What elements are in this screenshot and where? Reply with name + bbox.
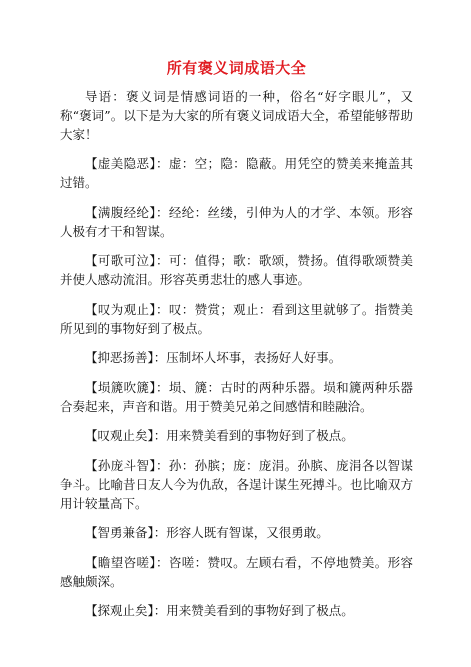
idiom-entry: 【瞻望咨嗟】：咨嗟：赞叹。左顾右看，不停地赞美。形容感触颇深。 bbox=[60, 554, 413, 589]
idiom-entry: 【叹观止矣】：用来赞美看到的事物好到了极点。 bbox=[85, 428, 354, 443]
idiom-entry: 【智勇兼备】：形容人既有智谋，又很勇敢。 bbox=[85, 525, 329, 540]
idiom-entry: 【满腹经纶】：经纶：丝缕，引伸为人的才学、本领。形容人极有才干和智谋。 bbox=[60, 204, 413, 239]
idiom-entry: 【孙庞斗智】：孙：孙膑；庞：庞涓。孙膑、庞涓各以智谋争斗。比喻昔日友人今为仇敌，各逞计谋生死搏斗。也比喻双方用计较量高下。 bbox=[60, 457, 413, 511]
idiom-entry: 【抑恶扬善】：压制坏人坏事，表扬好人好事。 bbox=[85, 350, 342, 365]
idiom-entry: 【可歌可泣】：可：值得；歌：歌颂，赞扬。值得歌颂赞美并使人感动流泪。形容英勇悲壮的感人事迹。 bbox=[60, 253, 413, 287]
idiom-entry: 【探观止矣】：用来赞美看到的事物好到了极点。 bbox=[85, 603, 354, 618]
idiom-entry: 【虚美隐恶】：虚：空；隐：隐蔽。用凭空的赞美来掩盖其过错。 bbox=[60, 156, 413, 190]
idiom-entry: 【叹为观止】：叹：赞赏；观止：看到这里就够了。指赞美所见到的事物好到了极点。 bbox=[60, 301, 413, 336]
document-title: 所有褒义词成语大全 bbox=[166, 59, 307, 77]
intro-paragraph: 导语：褒义词是情感词语的一种，俗名“好字眼儿”，又称“褒词”。以下是为大家的所有褒义词成语大全，希望能够帮助大家！ bbox=[60, 89, 413, 142]
idiom-entry: 【埙篪吹篪】：埙、篪：古时的两种乐器。埙和篪两种乐器合奏起来，声音和谐。用于赞美兄弟之间感情和睦融洽。 bbox=[60, 379, 413, 414]
